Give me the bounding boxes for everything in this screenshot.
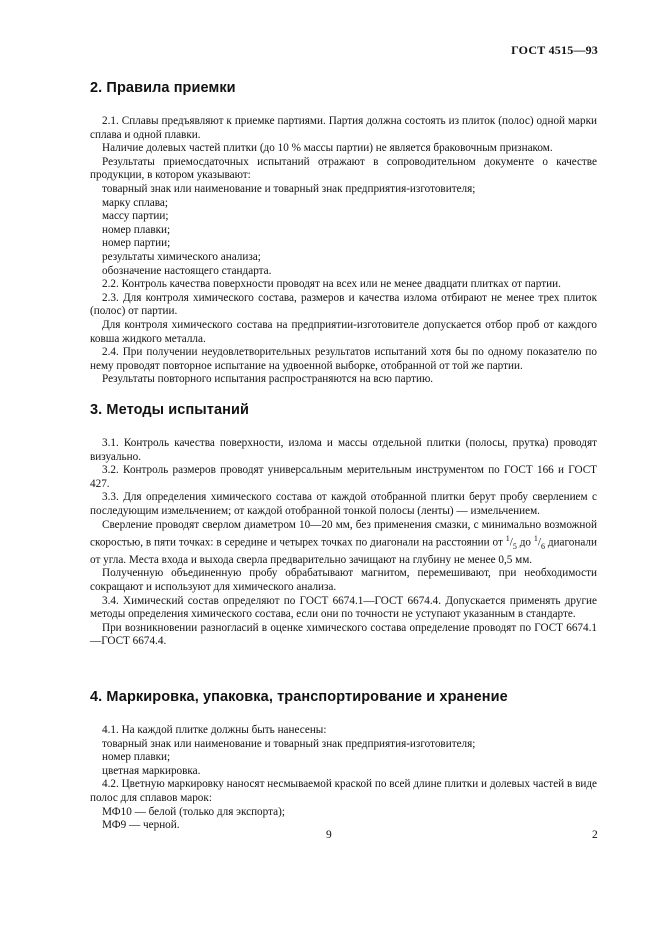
section-body: [90, 724, 597, 833]
sheet-number: 2: [592, 829, 598, 841]
paragraph: Наличие долевых частей плитки (до 10 % массы партии) не является браковочным признаком.: [102, 142, 553, 155]
paragraph: Результаты приемосдаточных испытаний отражают в сопроводительном документе о качестве продукции, в котором указывают:: [90, 155, 597, 182]
paragraph: 3.2. Контроль размеров проводят универсальным мерительным инструментом по ГОСТ 166 и ГОСТ 427.: [90, 464, 597, 490]
paragraph: товарный знак или наименование и товарный знак предприятия-изготовителя;: [102, 737, 476, 750]
section-body: [90, 115, 597, 387]
paragraph: Полученную объединенную пробу обрабатывают магнитом, перемешивают, при необходимости сокращают и используют для химического анализа.: [90, 567, 597, 593]
paragraph: 4.2. Цветную маркировку наносят несмываемой краской по всей длине плитки и долевых частей в виде полос для сплавов марок:: [90, 778, 597, 804]
section-test-methods: [90, 401, 597, 649]
section-title: 4. Маркировка, упаковка, транспортирование и хранение: [90, 689, 508, 705]
paragraph: номер плавки;: [102, 751, 171, 764]
paragraph: Для контроля химического состава на предприятии-изготовителе допускается отбор проб от каждого ковша жидкого металла.: [90, 318, 597, 345]
paragraph: 4.1. На каждой плитке должны быть нанесены:: [102, 724, 327, 736]
section-marking-packaging: [90, 688, 597, 833]
paragraph: МФ9 — черной.: [102, 819, 180, 832]
paragraph: результаты химического анализа;: [102, 250, 261, 263]
paragraph: 2.4. При получении неудовлетворительных результатов испытаний хотя бы по одному показателю по нему проводят повторное испытание на удвоенной выборке, отобранной от той же партии.: [90, 346, 597, 372]
paragraph: 2.3. Для контроля химического состава, размеров и качества излома отбирают не менее трех плиток (полос) от партии.: [90, 291, 597, 318]
section-title: 2. Правила приемки: [90, 80, 236, 96]
paragraph: МФ10 — белой (только для экспорта);: [102, 805, 285, 818]
paragraph: цветная маркировка.: [102, 764, 201, 777]
section-title: 3. Методы испытаний: [90, 402, 250, 418]
paragraph: обозначение настоящего стандарта.: [102, 264, 272, 277]
page-number: 9: [326, 829, 332, 841]
paragraph: Сверление проводят сверлом диаметром 10—20 мм, без применения смазки, с минимально возможной скоростью, в пяти точках: в середине и четырех точках по диагонали на расстоянии от $^1/_5$ до $^1/_6$ диагонали от угла. Места входа и выхода сверла предварительно зачищают на глубину не менее 0,5 мм.: [90, 518, 598, 566]
fraction-part: 5: [512, 542, 517, 552]
paragraph: номер партии;: [102, 237, 171, 250]
paragraph: марку сплава;: [102, 196, 168, 209]
document-header: ГОСТ 4515—93: [511, 43, 598, 57]
paragraph: 2.1. Сплавы предъявляют к приемке партиями. Партия должна состоять из плиток (полос) одной марки сплава и одной плавки.: [90, 115, 597, 141]
section-body: [90, 437, 597, 649]
fraction-part: диагонали от угла. Места входа и выхода сверла предварительно зачищают на глубину не менее 0,5 мм.: [90, 536, 598, 566]
paragraph: Результаты повторного испытания распространяются на всю партию.: [102, 373, 434, 386]
paragraph: При возникновении разногласий в оценке химического состава определение проводят по ГОСТ 6674.1—ГОСТ 6674.4.: [90, 621, 597, 648]
fraction-part: до: [516, 536, 534, 549]
fraction-part: 1: [505, 534, 510, 544]
paragraph: 2.2. Контроль качества поверхности проводят на всех или не менее двадцати плитках от партии.: [102, 278, 561, 291]
paragraph: 3.4. Химический состав определяют по ГОСТ 6674.1—ГОСТ 6674.4. Допускается применять другие методы определения химического состава, если они по точности не уступают указанным в стандарте.: [90, 594, 597, 621]
section-acceptance-rules: [90, 79, 597, 387]
paragraph: массу партии;: [102, 210, 169, 223]
fraction-part: 1: [533, 534, 538, 544]
paragraph: 3.1. Контроль качества поверхности, излома и массы отдельной плитки (полосы, прутка) проводят визуально.: [90, 437, 597, 463]
paragraph: 3.3. Для определения химического состава от каждой отобранной плитки берут пробу сверлением с последующим измельчением; от каждой отобранной тонкой полосы (ленты) — измельчением.: [90, 491, 597, 517]
paragraph: номер плавки;: [102, 223, 171, 236]
fraction-part: 6: [540, 542, 545, 552]
paragraph: товарный знак или наименование и товарный знак предприятия-изготовителя;: [102, 182, 476, 195]
